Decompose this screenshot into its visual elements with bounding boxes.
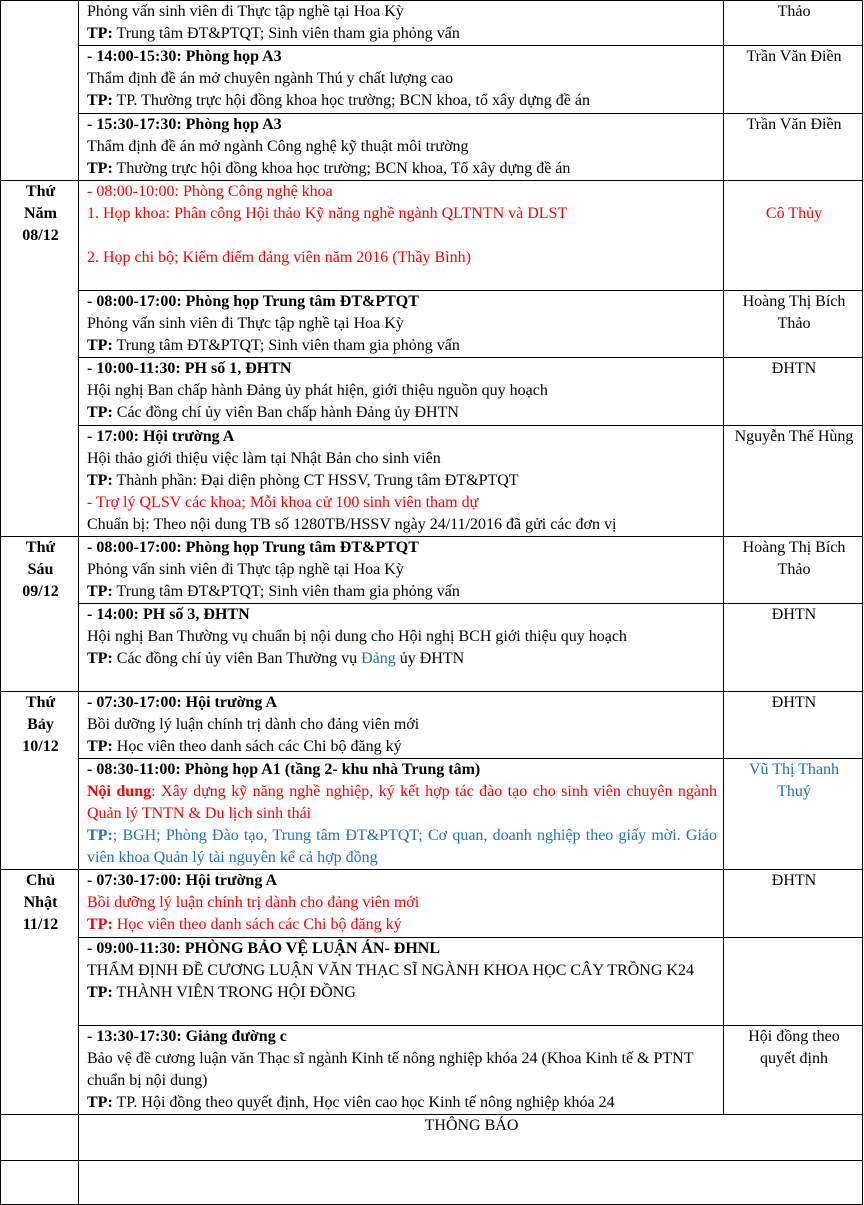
tp-label: TP: [87,92,113,109]
event-cell [79,938,724,1026]
tp-label: TP: [87,404,113,421]
event-header: - 07:30-17:00: Hội trường A [87,694,277,711]
notice-side-cell [1,1161,79,1205]
day-cell-thursday [1,181,79,537]
tp-label: TP: [87,160,113,177]
participants-text: TP. Thường trực hội đồng khoa học trường; BCN khoa, tổ xây dựng đề án [112,92,590,109]
responsible-cell: Thảo [724,1,863,46]
schedule-row [1,692,863,759]
event-header: - 08:30-11:00: Phòng họp A1 (tầng 2- khu nhà Trung tâm) [87,761,481,778]
tp-label: TP: [87,25,113,42]
day-date: 11/12 [22,916,59,933]
event-description: THẨM ĐỊNH ĐỀ CƯƠNG LUẬN VĂN THẠC SĨ NGÀNH KHOA HỌC CÂY TRỒNG K24 [87,962,694,979]
tp-label: TP: [87,472,113,489]
participants-text: Thành phần: Đại diện phòng CT HSSV, Trung tâm ĐT&PTQT [112,472,519,489]
notice-side-cell [1,1115,79,1161]
event-cell [79,291,724,358]
schedule-row [1,358,863,426]
day-label: Nhật [23,894,58,911]
day-date: 09/12 [22,583,59,600]
day-label: Thứ [25,694,56,711]
schedule-row [1,46,863,114]
day-cell-friday [1,537,79,692]
tp-label: TP: [87,583,113,600]
participants-text: Trung tâm ĐT&PTQT; Sinh viên tham gia phỏng vấn [112,337,460,354]
event-header: - 17:00: Hội trường A [87,428,235,445]
responsible-cell: Hoàng Thị Bích Thảo [724,537,863,604]
responsible-cell: Cô Thủy [724,181,863,291]
responsible-cell: Hội đồng theo quyết định [724,1026,863,1115]
responsible-cell: Trần Văn Điền [724,114,863,181]
participants-text: ; BGH; Phòng Đào tạo, Trung tâm ĐT&PTQT; Cơ quan, doanh nghiệp theo giấy mời. Giáo viên khoa Quản lý tài nguyên kể cả hợp đồng [87,827,717,866]
responsible-cell: Trần Văn Điền [724,46,863,114]
schedule-row [1,1,863,46]
event-cell [79,1,724,46]
event-cell [79,181,724,291]
event-description: 2. Họp chi bộ; Kiểm điểm đảng viên năm 2016 (Thầy Bình) [87,249,471,266]
day-label: Năm [24,205,57,222]
event-header: - 08:00-17:00: Phòng họp Trung tâm ĐT&PTQT [87,539,419,556]
responsible-cell: ĐHTN [724,604,863,692]
responsible-cell: Hoàng Thị Bích Thảo [724,291,863,358]
event-header: - 07:30-17:00: Hội trường A [87,872,277,889]
schedule-row [1,1026,863,1115]
event-header: - 10:00-11:30: PH số 1, ĐHTN [87,360,292,377]
participants-text: Các đồng chí ủy viên Ban chấp hành Đảng ủy ĐHTN [112,404,459,421]
event-description: Hội nghị Ban chấp hành Đảng ủy phát hiện, giới thiệu nguồn quy hoạch [87,382,548,399]
responsible-cell: Vũ Thị Thanh Thuý [724,759,863,870]
day-date: 08/12 [22,227,59,244]
participants-text: Trung tâm ĐT&PTQT; Sinh viên tham gia phỏng vấn [112,25,460,42]
event-cell [79,537,724,604]
event-description: Hội thảo giới thiệu việc làm tại Nhật Bản cho sinh viên [87,450,441,467]
notice-title: THÔNG BÁO [79,1115,863,1161]
day-cell-saturday [1,692,79,870]
responsible-cell [724,938,863,1026]
day-cell-sunday [1,870,79,1115]
day-date: 10/12 [22,738,59,755]
event-cell [79,870,724,938]
notice-row [1,1115,863,1161]
event-description: Bồi dưỡng lý luận chính trị dành cho đảng viên mới [87,894,420,911]
tp-label: TP: [87,738,113,755]
content-label: Nội dung [87,783,152,800]
participants-text: Thường trực hội đồng khoa học trường; BCN khoa, Tổ xây dựng đề án [112,160,571,177]
event-description: Phỏng vấn sinh viên đi Thực tập nghề tại Hoa Kỳ [87,561,404,578]
content-text: : Xây dựng kỹ năng nghề nghiệp, ký kết hợp tác đào tạo cho sinh viên chuyên ngành Quản lý TNTN & Du lịch sinh thái [87,783,718,822]
event-description: Thẩm định đề án mở ngành Công nghệ kỹ thuật môi trường [87,138,469,155]
responsible-cell: ĐHTN [724,870,863,938]
responsible-cell: ĐHTN [724,358,863,426]
schedule-row [1,604,863,692]
event-header: - 13:30-17:30: Giảng đường c [87,1028,287,1045]
participants-highlight: Đảng [361,650,396,667]
participants-text: Học viên theo danh sách các Chi bộ đăng ký [112,738,402,755]
schedule-row [1,291,863,358]
schedule-row [1,870,863,938]
schedule-row [1,181,863,291]
tp-label: TP: [87,984,113,1001]
event-description: Phỏng vấn sinh viên đi Thực tập nghề tại Hoa Kỳ [87,3,404,20]
event-cell [79,46,724,114]
event-description: 1. Họp khoa: Phân công Hội thảo Kỹ năng nghề ngành QLTNTN và DLST [87,205,568,222]
event-description: Bảo vệ đề cương luận văn Thạc sĩ ngành Kinh tế nông nghiệp khóa 24 (Khoa Kinh tế & PTNT chuẩn bị nội dung) [87,1050,694,1089]
event-cell [79,426,724,537]
event-description: Phỏng vấn sinh viên đi Thực tập nghề tại Hoa Kỳ [87,315,404,332]
schedule-row [1,426,863,537]
tp-label: TP: [87,337,113,354]
notice-body-row [1,1161,863,1205]
event-note: - Trợ lý QLSV các khoa; Mỗi khoa cử 100 sinh viên tham dự [87,494,479,511]
participants-text: Các đồng chí ủy viên Ban Thường vụ [112,650,362,667]
event-header: - 08:00-17:00: Phòng họp Trung tâm ĐT&PTQT [87,293,419,310]
participants-text: Học viên theo danh sách các Chi bộ đăng ký [112,916,402,933]
day-label: Thứ [25,539,56,556]
day-label: Chủ [25,872,56,889]
event-cell [79,759,724,870]
tp-label: TP: [87,650,113,667]
event-header: - 08:00-10:00: Phòng Công nghệ khoa [87,183,333,200]
event-header: - 14:00-15:30: Phòng họp A3 [87,48,282,65]
responsible-cell: ĐHTN [724,692,863,759]
day-label: Thứ [25,183,56,200]
event-description: Thẩm định đề án mở chuyên ngành Thú y chất lượng cao [87,70,454,87]
event-header: - 14:00: PH số 3, ĐHTN [87,606,250,623]
event-preparation: Chuẩn bị: Theo nội dung TB số 1280TB/HSSV ngày 24/11/2016 đã gửi các đơn vị [87,516,617,533]
event-cell [79,1026,724,1115]
event-cell [79,358,724,426]
responsible-cell: Nguyễn Thế Hùng [724,426,863,537]
event-description: Bồi dưỡng lý luận chính trị dành cho đảng viên mới [87,716,420,733]
day-cell-empty [1,1,79,181]
participants-text: TP. Hội đồng theo quyết định, Học viên cao học Kinh tế nông nghiệp khóa 24 [112,1094,615,1111]
tp-label: TP: [87,916,113,933]
event-header: - 15:30-17:30: Phòng họp A3 [87,116,282,133]
schedule-row [1,114,863,181]
tp-label: TP: [87,827,113,844]
tp-label: TP: [87,1094,113,1111]
participants-text: ủy ĐHTN [395,650,465,667]
schedule-row [1,938,863,1026]
event-description: Hội nghị Ban Thường vụ chuẩn bị nội dung cho Hội nghị BCH giới thiệu quy hoạch [87,628,627,645]
participants-text: THÀNH VIÊN TRONG HỘI ĐỒNG [112,984,356,1001]
day-label: Bảy [27,716,54,733]
event-cell [79,692,724,759]
day-label: Sáu [27,561,54,578]
notice-body [79,1161,863,1205]
schedule-row [1,537,863,604]
event-header: - 09:00-11:30: PHÒNG BẢO VỆ LUẬN ÁN- ĐHNL [87,940,441,957]
event-cell [79,114,724,181]
participants-text: Trung tâm ĐT&PTQT; Sinh viên tham gia phỏng vấn [112,583,460,600]
event-cell [79,604,724,692]
schedule-row [1,759,863,870]
